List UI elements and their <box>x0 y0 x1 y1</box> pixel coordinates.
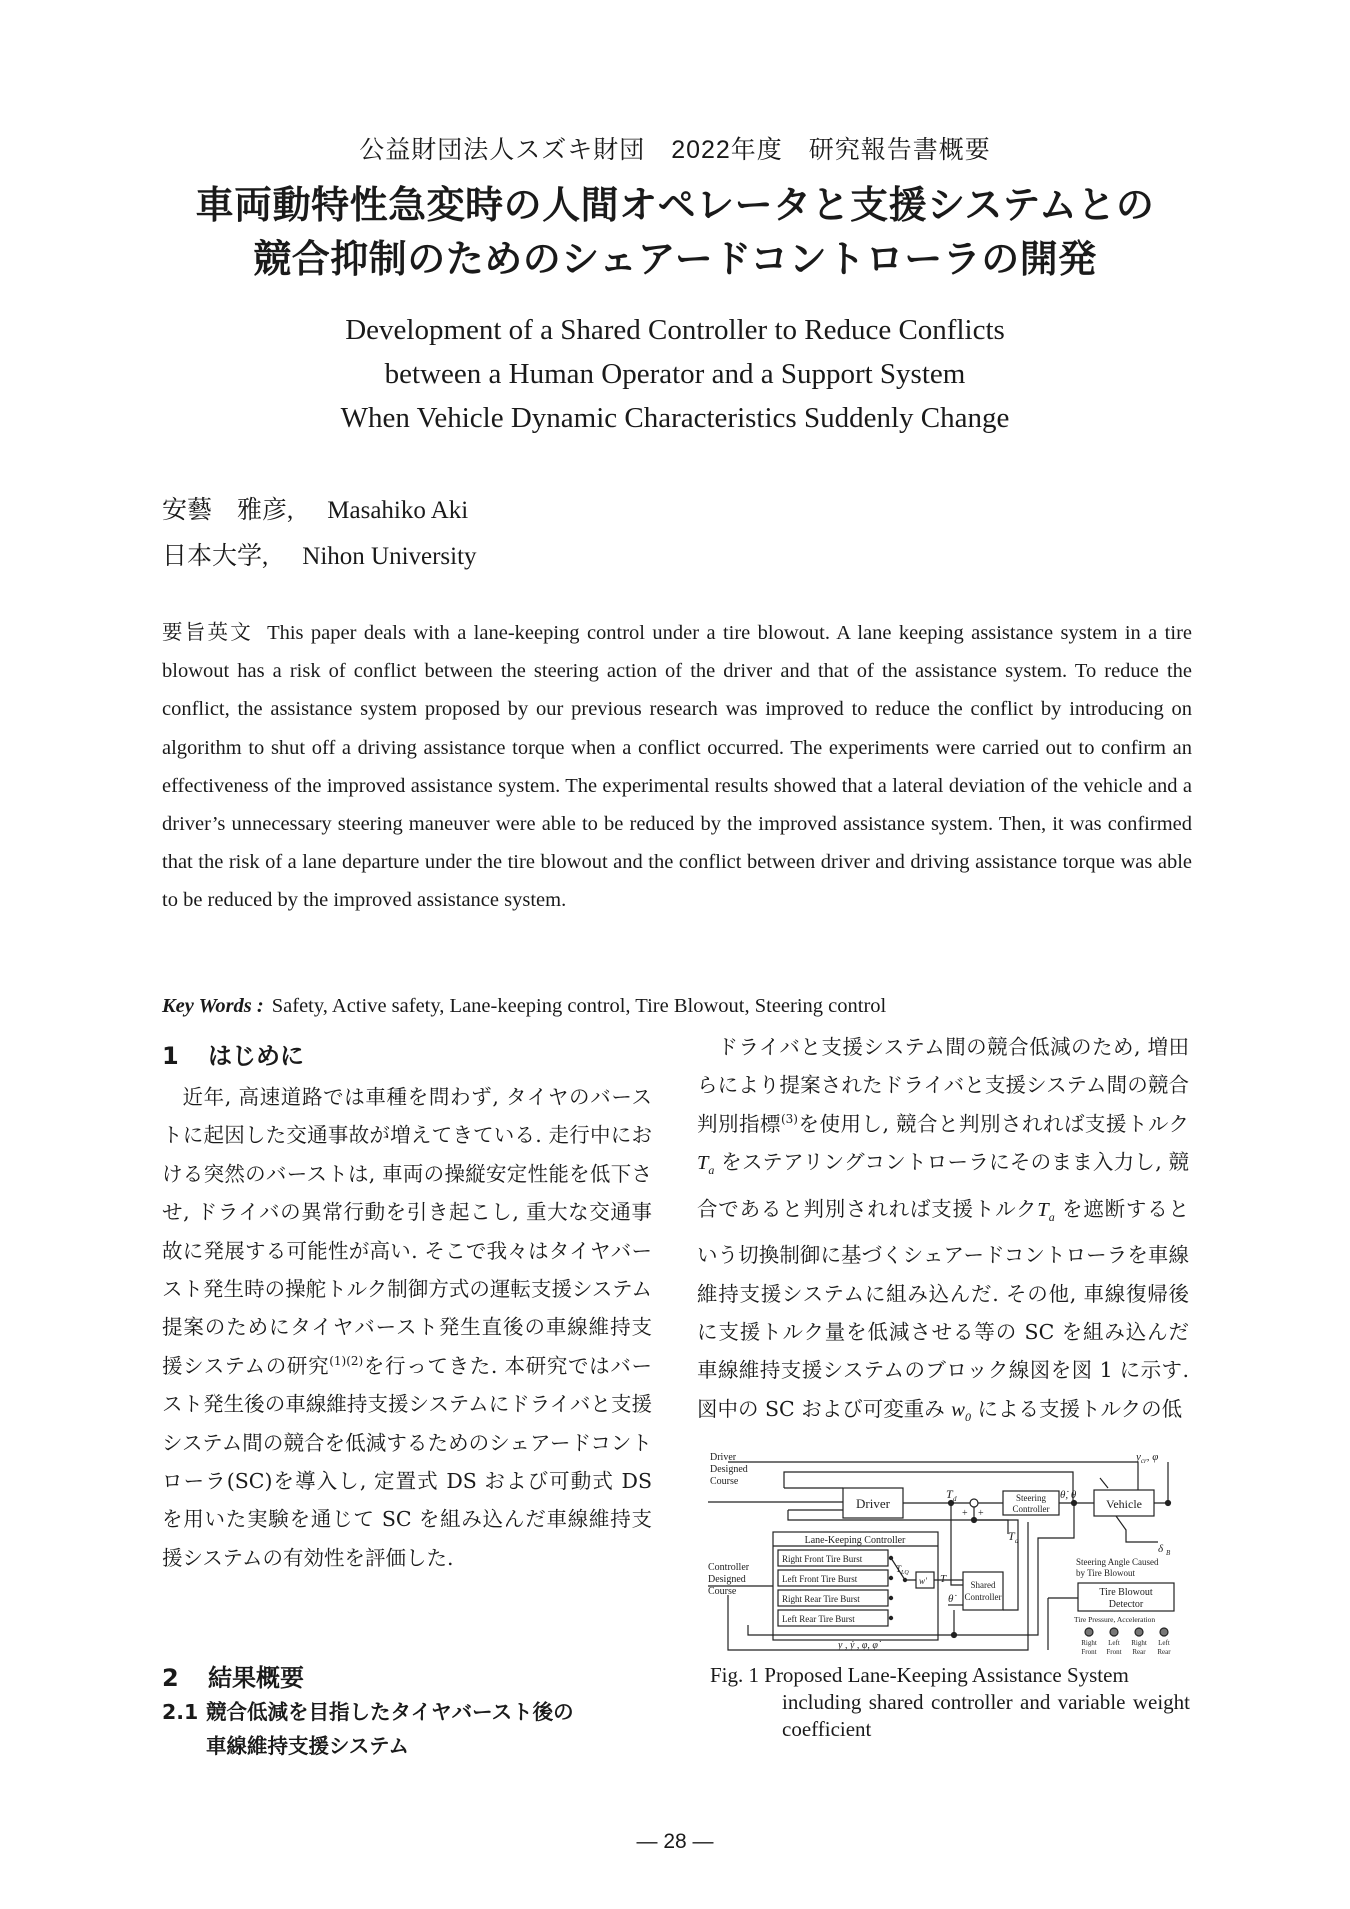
svg-text:Controller: Controller <box>964 1592 1002 1602</box>
math-w0: $w_0$ <box>951 1398 971 1424</box>
section-title: 結果概要 <box>208 1664 304 1692</box>
japanese-title <box>0 178 1350 286</box>
svg-text:T: T <box>940 1573 947 1585</box>
svg-text:Steering Angle Caused: Steering Angle Caused <box>1076 1557 1159 1567</box>
svg-text:+: + <box>962 1508 968 1519</box>
body-text: を使用し, 競合と判別されれば支援トルク <box>797 1111 1190 1136</box>
svg-text:Course: Course <box>710 1476 739 1487</box>
svg-text:Rear: Rear <box>1132 1648 1146 1656</box>
wheel-sensors-icon <box>1085 1628 1168 1636</box>
english-title-line-1: Development of a Shared Controller to Reduce Conflicts <box>345 314 1005 346</box>
subsection-2-1-heading <box>162 1695 574 1763</box>
svg-text:Lane-Keeping Controller: Lane-Keeping Controller <box>804 1535 906 1546</box>
svg-text:w′: w′ <box>919 1576 927 1586</box>
body-text: による支援トルクの低 <box>970 1396 1183 1421</box>
svg-text:B: B <box>1166 1549 1171 1557</box>
svg-text:T: T <box>1008 1529 1015 1543</box>
citation: (1)(2) <box>329 1353 364 1368</box>
tire-arrow <box>1100 1478 1108 1488</box>
shared-controller-block <box>963 1572 1003 1610</box>
section-title: はじめに <box>208 1042 304 1070</box>
math-Ta: $T_a$ <box>697 1152 715 1178</box>
body-text: 近年, 高速道路では車種を問わず, タイヤのバーストに起因した交通事故が増えてきている. 走行中における突然のバーストは, 車両の操縦安定性能を低下させ, ドライバの異常行動を引き起こし, 重大な交通事故に発展する可能性が高い. そこで我々はタイヤバースト発生時の操舵トルク制御方式の運転支援システム提案のためにタイヤバースト発生直後の車線維持支援システムの研究 <box>162 1085 652 1378</box>
section-1-heading <box>162 1036 304 1071</box>
svg-text:TLQ: $T_{LQ}$ <box>896 1564 909 1576</box>
subsection-title-line-2: 車線維持支援システム <box>206 1734 409 1758</box>
section-1-body <box>162 1078 652 1577</box>
svg-text:ycr, φ: $y_{cr}$, φ <box>1136 1451 1159 1465</box>
feedback-line <box>728 1462 1138 1502</box>
abstract-label: 要旨英文 <box>162 622 254 644</box>
abstract-text: This paper deals with a lane-keeping control under a tire blowout. A lane keeping assistance system in a tire blowout has a risk of conflict between the steering action of the driver and that of the assistance system. To reduce the conflict, the assistance system proposed by our previous research was improved to reduce the conflict by introducing on algorithm to shut off a driving assistance torque when a conflict occurred. The experiments were carried out to confirm an effectiveness of the improved assistance system. The experimental results showed that a lateral deviation of the vehicle and a driver’s unnecessary steering maneuver were able to be reduced by the improved assistance system. Then, it was confirmed that the risk of a lane departure under the tire blowout and the conflict between driver and driving assistance torque was able to be reduced by the improved assistance system. <box>162 622 1192 912</box>
caption-line-2: including shared controller and variable weight coefficient <box>782 1690 1190 1741</box>
body-text: を行ってきた. 本研究ではバースト発生後の車線維持支援システムにドライバと支援システム間の競合を低減するためのシェアードコントローラ(SC)を導入し, 定置式 DS および可動式 DS を用いた実験を通じて SC を組み込んだ車線維持支援システムの有効性を評価した. <box>162 1353 652 1570</box>
svg-text:Left Rear Tire Burst: Left Rear Tire Burst <box>782 1614 855 1624</box>
keywords-label: Key Words : <box>162 995 264 1017</box>
svg-text:Shared: Shared <box>970 1580 996 1590</box>
driver-label: Driver <box>856 1496 890 1511</box>
english-title-line-3: When Vehicle Dynamic Characteristics Suddenly Change <box>340 402 1010 434</box>
svg-text:Detector: Detector <box>1108 1599 1144 1610</box>
body-text: ドライバと支援システム間の競合低減のため, 増田らにより提案されたドライバと支援システム間の競合判別指標 <box>697 1035 1189 1136</box>
subsection-number: 2.1 <box>162 1700 199 1724</box>
report-header: 公益財団法人スズキ財団 2022年度 研究報告書概要 <box>359 136 991 164</box>
svg-text:Controller: Controller <box>708 1562 750 1573</box>
author-name-en: Masahiko Aki <box>327 497 469 524</box>
svg-text:Steering: Steering <box>1016 1493 1046 1503</box>
body-text: を遮断するという切換制御に基づくシェアードコントローラを車線維持支援システムに組み込んだ. その他, 車線復帰後に支援トルク量を低減させる等の SC を組み込んだ車線維持支援システムのブロック線図を図 1 に示す. 図中の SC および可変重み <box>697 1196 1189 1421</box>
svg-text:Course: Course <box>708 1586 737 1597</box>
svg-text:Left: Left <box>1158 1639 1170 1647</box>
section-number: 2 <box>162 1664 179 1692</box>
english-title <box>0 308 1350 440</box>
caption-line-1: Fig. 1 Proposed Lane-Keeping Assistance System <box>710 1663 1129 1687</box>
svg-text:θ̇, θ: θ̇, θ <box>1060 1489 1077 1501</box>
svg-text:Designed: Designed <box>710 1464 748 1475</box>
author-affiliation <box>162 536 477 572</box>
subsection-title-line-1: 競合低減を目指したタイヤバースト後の <box>206 1700 574 1724</box>
svg-text:d: d <box>953 1495 957 1503</box>
section-number: 1 <box>162 1042 179 1070</box>
author-name-jp: 安藝 雅彦, <box>162 497 294 524</box>
keywords-text: Safety, Active safety, Lane-keeping control, Tire Blowout, Steering control <box>271 995 887 1017</box>
math-Ta: $T_a$ <box>1037 1198 1055 1224</box>
japanese-title-line-2: 競合抑制のためのシェアードコントローラの開発 <box>253 237 1097 281</box>
svg-text:Designed: Designed <box>708 1574 746 1585</box>
citation: (3) <box>780 1111 798 1126</box>
svg-text:y , ẏ , φ, φ̇: y , ẏ , φ, φ̇ <box>838 1640 878 1651</box>
keywords <box>162 995 1192 1018</box>
figure-1-caption <box>710 1662 1190 1743</box>
author-name <box>162 490 468 526</box>
svg-text:Right: Right <box>1131 1639 1147 1647</box>
svg-text:Left: Left <box>1108 1639 1120 1647</box>
body-text: をステアリングコントローラにそのまま入力し, 競合であると判別されれば支援トルク <box>697 1150 1189 1221</box>
svg-text:Controller: Controller <box>1012 1504 1050 1514</box>
svg-text:Driver: Driver <box>710 1452 737 1463</box>
figure-1-block-diagram <box>708 1450 1188 1660</box>
svg-text:Front: Front <box>1081 1648 1097 1656</box>
svg-text:Rear: Rear <box>1157 1648 1171 1656</box>
english-title-line-2: between a Human Operator and a Support System <box>384 358 966 390</box>
japanese-title-line-1: 車両動特性急変時の人間オペレータと支援システムとの <box>195 183 1155 227</box>
svg-text:Vehicle: Vehicle <box>1106 1497 1142 1511</box>
svg-text:T: T <box>946 1487 953 1501</box>
svg-text:+: + <box>978 1508 984 1519</box>
svg-text:Tire Blowout: Tire Blowout <box>1099 1587 1153 1598</box>
affiliation-en: Nihon University <box>302 543 477 570</box>
right-column-body <box>697 1028 1189 1436</box>
svg-text:Left Front Tire Burst: Left Front Tire Burst <box>782 1574 858 1584</box>
affiliation-jp: 日本大学, <box>162 543 269 570</box>
svg-text:a: a <box>1015 1537 1019 1545</box>
svg-text:Right Front Tire Burst: Right Front Tire Burst <box>782 1554 863 1564</box>
svg-text:θ̇: θ̇ <box>948 1593 954 1605</box>
page-number: — 28 — <box>636 1830 714 1853</box>
svg-text:Right Rear Tire Burst: Right Rear Tire Burst <box>782 1594 860 1604</box>
svg-text:Tire Pressure, Acceleration: Tire Pressure, Acceleration <box>1074 1615 1156 1624</box>
section-2-heading <box>162 1658 304 1693</box>
svg-text:by Tire Blowout: by Tire Blowout <box>1076 1568 1136 1578</box>
svg-text:Front: Front <box>1106 1648 1122 1656</box>
abstract <box>162 614 1192 920</box>
svg-text:δ: δ <box>1158 1543 1164 1555</box>
svg-text:Right: Right <box>1081 1639 1097 1647</box>
